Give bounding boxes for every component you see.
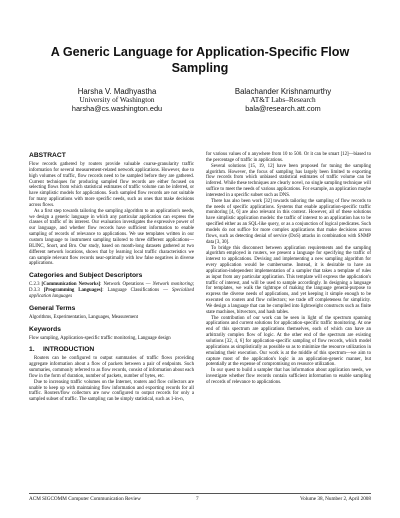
footer-journal: ACM SIGCOMM Computer Communication Review <box>29 496 141 502</box>
abstract-heading: ABSTRACT <box>29 152 66 159</box>
author-email: harsha@cs.washington.edu <box>71 104 163 113</box>
author-affiliation: University of Washington <box>79 95 155 105</box>
body-paragraph: for various values of n anywhere from 10 to 500. Or it can be smart [12]—biased to the percentage of traffic in applications. <box>206 152 371 163</box>
categories-heading: Categories and Subject Descriptors <box>29 272 143 280</box>
keywords-text: Flow sampling, Application-specific traffic monitoring, Language design <box>29 335 171 341</box>
author-affiliation: AT&T Labs–Research <box>250 95 316 105</box>
section-number: 1. <box>29 346 35 354</box>
category-name: [Programming Languages] <box>43 288 103 294</box>
general-terms-heading: General Terms <box>29 304 76 312</box>
body-paragraph: Due to increasing traffic volumes on the Internet, routers and flow collectors are unable to keep up with maintaining flow information and exporting records for all traffic. Routers/flow collectors are now configured to output records for only a sampled subset of traffic. The sampling can be simply statistical, such as 1-in-n, <box>29 379 194 403</box>
body-paragraph: In our quest to build a sampler that has information about application needs, we investigate whether flow records contain sufficient information to enable sampling of records of relevance to applications. <box>206 368 371 385</box>
category-text: : Language Classifications — <box>102 288 168 294</box>
author-block <box>203 87 363 114</box>
body-paragraph: To bridge this disconnect between application requirements and the sampling algorithm employed in routers, we present a language for specifying the traffic of interest to applications. Devising and implementing a new sampling algorithm for every application would be cumbersome. Instead, it is desirable to have an application-independent implementation of a sampler that takes a template of rules as input from any particular application. This template will express the application's traffic of interest, and will be used to sample accordingly. In designing a language for templates, we walk the tightrope of making the language general-purpose to express the diverse needs of applications, and yet keeping it simple enough to be executed on routers and flow collectors; we trade off completeness for simplicity. We design a language that can be compiled into lightweight constructs such as finite state machines, bitvectors, and hash tables. <box>206 245 371 315</box>
right-column <box>206 152 371 386</box>
category-text: : Network Operations — <box>100 282 151 288</box>
author-email: bala@research.att.com <box>245 104 321 113</box>
keywords-heading: Keywords <box>29 325 61 333</box>
category-code: C.2.3 <box>29 282 40 288</box>
author-name: Balachander Krishnamurthy <box>234 87 332 96</box>
body-paragraph: Several solutions [15, 19, 12] have been proposed for tuning the sampling algorithm. However, the focus of sampling has largely been limited to exporting flow records from which unbiased statistical estimates of traffic volume can be inferred. While these techniques are clearly novel, no single sampling technique will suffice to meet the needs of various applications. For example, an application maybe interested in a specific subset such as DNS. <box>206 163 371 198</box>
author-name: Harsha V. Madhyastha <box>77 87 157 96</box>
body-paragraph: There has also been work [32] towards tailoring the sampling of flow records to the needs of specific applications. Systems that enable application-specific traffic monitoring [4, 6] are also relevant in this context. However, all of these solutions have simplistic application models: the traffic of interest to an application has to be specified either as an SQL-like query, or as a conjunction of logical predicates. Such models do not suffice for more complex applications that make decisions across flows, such as detecting denial of service (DoS) attacks in combination with SNMP data [3, 30]. <box>206 198 371 245</box>
footer-volume: Volume 38, Number 2, April 2008 <box>300 496 371 502</box>
section-title: INTRODUCTION <box>43 346 95 354</box>
body-paragraph: The contribution of our work can be seen in light of the spectrum spanning applications and current solutions for application-specific traffic monitoring. At one end of this spectrum are applications themselves, each of which can have an arbitrarily complex flow of logic. At the other end of the spectrum are existing solutions [32, 4, 6] for application-specific sampling of flow records, which model applications as simplistically as possible so as to minimize the resource utilization in emulating their execution. Our work is at the middle of this spectrum—we aim to capture most of the application's logic in an application-generic manner, but potentially at the expense of compromising on resource utilization. <box>206 315 371 368</box>
paper-title: A Generic Language for Application-Specific Flow Sampling <box>50 45 350 75</box>
category-code: ; D.3.3 <box>29 282 194 294</box>
abstract-paragraph: As a first step towards tailoring the sampling algorithm to an application's needs, we design a generic language in which any particular application can express the classes of traffic of its interest. Our evaluation investigates the expressive power of our language, and whether flow records have sufficient information to enable sampling of records of relevance to applications. We use templates written in our custom language to instrument sampling tailored to three different applications—BLINC, Snort, and Bro. Our study, based on month-long datasets gathered at two different network locations, shows that by learning local traffic characteristics we can sample relevant flow records near-optimally with low false negatives in diverse applications. <box>29 208 194 267</box>
category-subject: Network monitoring <box>152 282 193 288</box>
page-number: 7 <box>196 496 199 502</box>
body-paragraph: Routers can be configured to output summaries of traffic flows providing aggregate information about a flow of packets between a pair of endpoints. Such summaries, commonly referred to as flow records, consist of information about each flow in the form of duration, number of packets, number of bytes, etc. <box>29 356 194 379</box>
categories-text <box>29 282 194 300</box>
abstract-paragraph: Flow records gathered by routers provide valuable coarse-granularity traffic information for several measurement-related network applications. However, due to high volumes of traffic, flow records need to be sampled before they are gathered. Current techniques for producing sampled flow records are either focused on selecting flows from which statistical estimates of traffic volume can be inferred, or have simplistic models for applications. Such sampled flow records are not suitable for many applications with more specific needs, such as ones that make decisions across flows. <box>29 162 194 208</box>
left-column <box>29 152 194 403</box>
category-name: [Communication Networks] <box>41 282 101 288</box>
author-block <box>37 87 197 114</box>
page-footer <box>29 493 371 502</box>
category-subject: Specialized application languages <box>29 288 194 299</box>
general-terms-text: Algorithms, Experimentation, Languages, Measurement <box>29 314 138 320</box>
introduction-heading <box>29 346 194 354</box>
